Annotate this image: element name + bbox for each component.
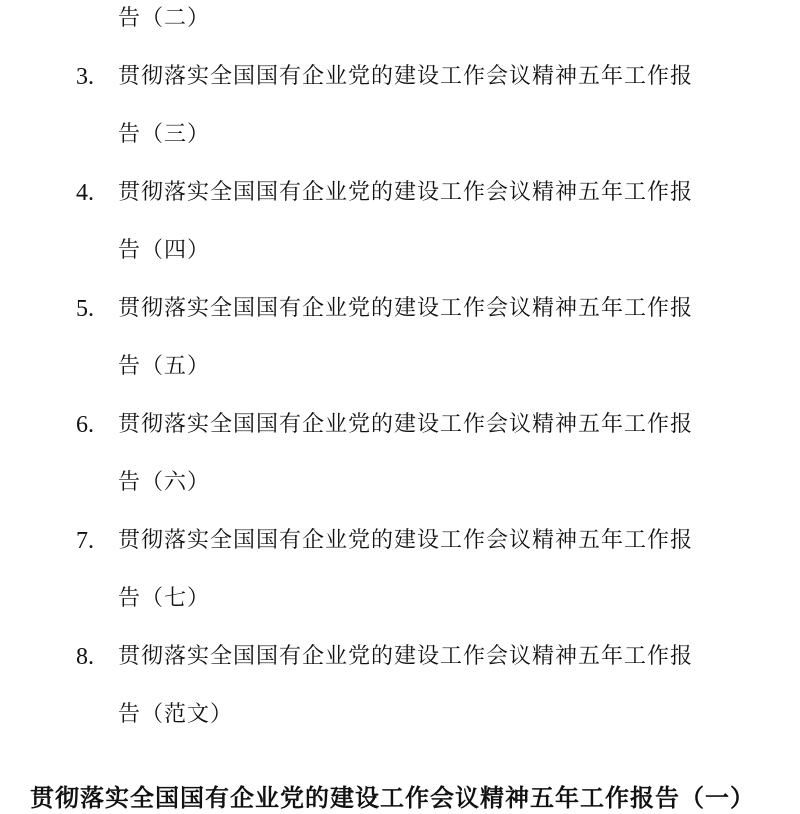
toc-item-title-continuation: 告（七）	[118, 586, 211, 611]
toc-item-title: 贯彻落实全国国有企业党的建设工作会议精神五年工作报	[118, 528, 694, 553]
toc-item-title: 贯彻落实全国国有企业党的建设工作会议精神五年工作报	[118, 296, 694, 321]
toc-item-title: 贯彻落实全国国有企业党的建设工作会议精神五年工作报	[118, 180, 694, 205]
toc-item-title: 贯彻落实全国国有企业党的建设工作会议精神五年工作报	[118, 412, 694, 437]
toc-item-title-continuation: 告（四）	[118, 238, 211, 263]
toc-item-title: 贯彻落实全国国有企业党的建设工作会议精神五年工作报	[118, 644, 694, 669]
toc-item-title: 贯彻落实全国国有企业党的建设工作会议精神五年工作报	[118, 64, 694, 89]
toc-item-title-continuation: 告（五）	[118, 354, 211, 379]
section-heading: 贯彻落实全国国有企业党的建设工作会议精神五年工作报告（一）	[30, 783, 755, 812]
toc-item-2-continuation: 告（二）	[118, 6, 211, 31]
toc-item-number: 4.	[76, 180, 94, 206]
toc-item-title-continuation: 告（范文）	[118, 702, 234, 727]
toc-item-number: 7.	[76, 528, 94, 554]
toc-item-title-continuation: 告（三）	[118, 122, 211, 147]
toc-item-title-continuation: 告（六）	[118, 470, 211, 495]
toc-item-number: 8.	[76, 644, 94, 670]
toc-item-number: 6.	[76, 412, 94, 438]
toc-item-number: 3.	[76, 64, 94, 90]
toc-item-number: 5.	[76, 296, 94, 322]
